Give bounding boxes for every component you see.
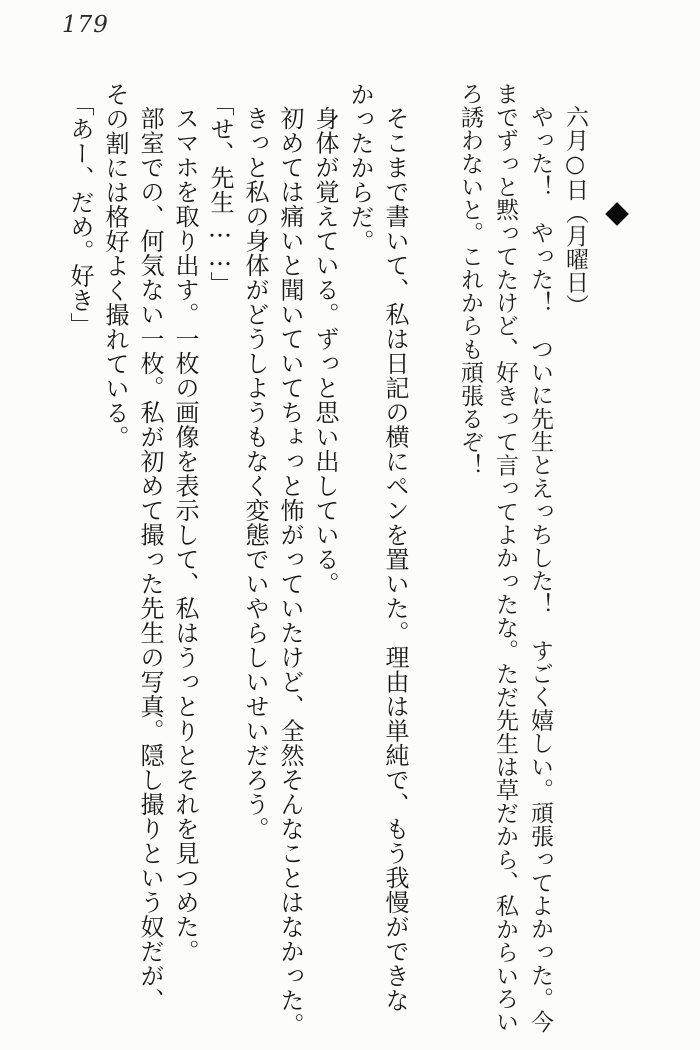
diary-line: までずっと黙ってたけど、好きって言ってよかったな。ただ先生は草だから、私からいろい — [492, 82, 518, 1034]
vertical-text-block — [50, 82, 634, 1040]
body-line: かったからだ。 — [346, 82, 374, 254]
body-line: きっと私の身体がどうしようもなく変態でいやらしいせいだろう。 — [241, 106, 269, 841]
page-number: 179 — [62, 12, 109, 38]
dialogue-line: 「あー、だめ。好き」 — [66, 92, 94, 337]
diary-line: やった！ やった！ ついに先生とえっちした！ すごく嬉しい。頑張ってよかった。今 — [527, 105, 553, 1033]
diamond-separator-icon: ◆ — [599, 194, 635, 230]
diary-line: ろ誘わないと。これからも頑張るぞ！ — [457, 82, 483, 477]
diary-date-line: 六月○日（月曜日） — [562, 105, 588, 317]
body-line: そこまで書いて、私は日記の横にペンを置いた。理由は単純で、もう我慢ができな — [381, 106, 409, 1013]
body-line: スマホを取り出す。一枚の画像を表示して、私はうっとりとそれを見つめた。 — [171, 106, 199, 964]
body-line: 部室での、何気ない一枚。私が初めて撮った先生の写真。隠し撮りという奴だが、 — [136, 106, 164, 1013]
dialogue-line: 「せ、先生……」 — [206, 92, 234, 296]
body-line: その割には格好よく撮れている。 — [101, 82, 129, 450]
body-line: 身体が覚えている。ずっと思い出している。 — [311, 106, 339, 596]
body-line: 初めては痛いと聞いていてちょっと怖がっていたけど、全然そんなことはなかった。 — [276, 106, 304, 1037]
